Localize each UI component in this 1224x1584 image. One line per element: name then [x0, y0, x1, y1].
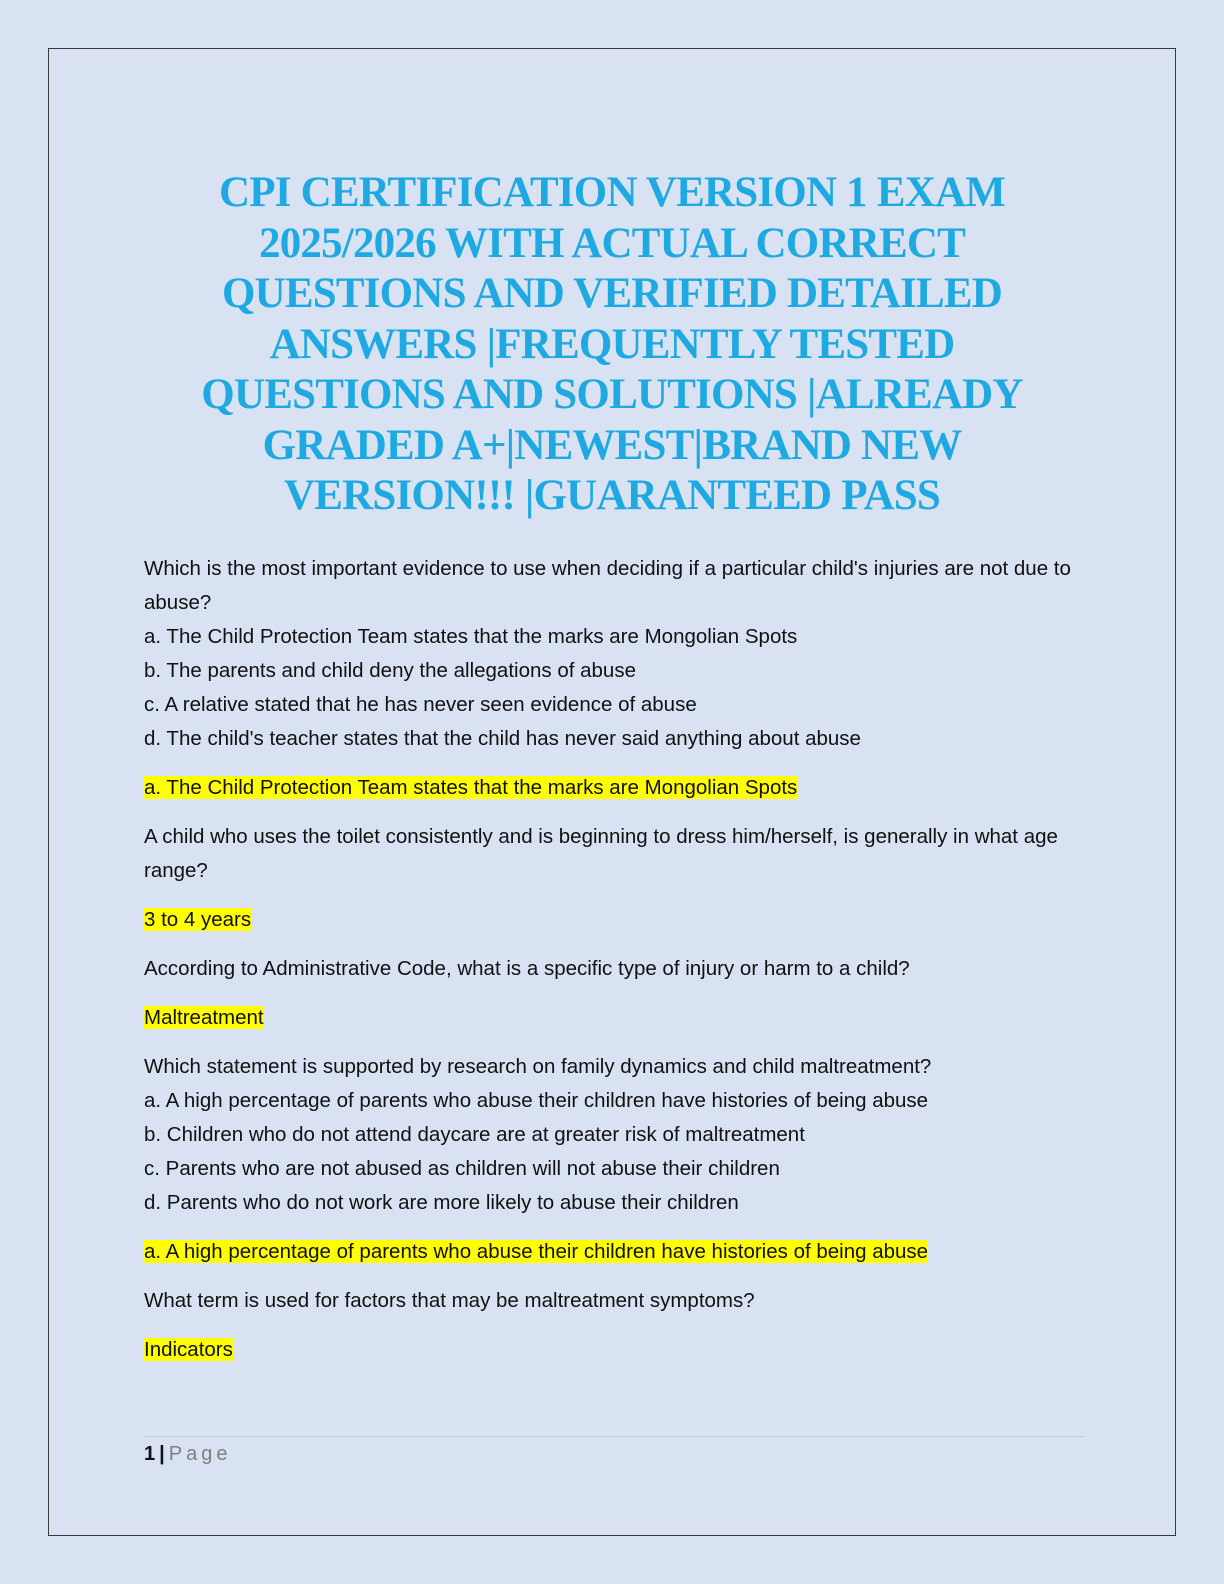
question-block	[144, 552, 1084, 756]
question-block	[144, 820, 1084, 888]
question-text: A child who uses the toilet consistently and is beginning to dress him/herself, is generally in what age range?	[144, 825, 1058, 882]
highlighted-answer: a. A high percentage of parents who abuse their children have histories of being abuse	[144, 1240, 929, 1263]
footer-divider	[144, 1436, 1084, 1437]
answer-option: c. Parents who are not abused as children will not abuse their children	[144, 1157, 780, 1180]
question-text: Which statement is supported by research on family dynamics and child maltreatment?	[144, 1055, 932, 1078]
answer-option: d. The child's teacher states that the child has never said anything about abuse	[144, 727, 861, 750]
highlighted-answer: Maltreatment	[144, 1006, 264, 1029]
answer-option: d. Parents who do not work are more likely to abuse their children	[144, 1191, 739, 1214]
answer-option: a. The Child Protection Team states that the marks are Mongolian Spots	[144, 625, 798, 648]
question-text: What term is used for factors that may be maltreatment symptoms?	[144, 1289, 755, 1312]
page-footer	[144, 1442, 231, 1466]
answer-block	[144, 1333, 1084, 1367]
document-title: CPI CERTIFICATION VERSION 1 EXAM 2025/2026 WITH ACTUAL CORRECT QUESTIONS AND VERIFIED DETAILED ANSWERS |FREQUENTLY TESTED QUESTIONS AND SOLUTIONS |ALREADY GRADED A+|NEWEST|BRAND NEW VERSION!!! |GUARANTEED PASS	[201, 169, 1023, 519]
answer-option: b. The parents and child deny the allegations of abuse	[144, 659, 636, 682]
answer-option: c. A relative stated that he has never seen evidence of abuse	[144, 693, 697, 716]
question-block	[144, 1284, 1084, 1318]
question-block	[144, 952, 1084, 986]
page-number: 1	[144, 1443, 156, 1465]
footer-separator: |	[159, 1443, 165, 1465]
highlighted-answer: a. The Child Protection Team states that the marks are Mongolian Spots	[144, 776, 798, 799]
highlighted-answer: Indicators	[144, 1338, 233, 1361]
answer-block	[144, 771, 1084, 805]
highlighted-answer: 3 to 4 years	[144, 908, 252, 931]
question-block	[144, 1050, 1084, 1220]
answer-option: b. Children who do not attend daycare are at greater risk of maltreatment	[144, 1123, 805, 1146]
answer-block	[144, 1001, 1084, 1035]
qa-content	[144, 552, 1084, 1382]
question-text: According to Administrative Code, what is a specific type of injury or harm to a child?	[144, 957, 910, 980]
question-text: Which is the most important evidence to use when deciding if a particular child's injuries are not due to abuse?	[144, 557, 1071, 614]
page-label: Page	[168, 1443, 232, 1465]
answer-block	[144, 1235, 1084, 1269]
answer-block	[144, 903, 1084, 937]
answer-option: a. A high percentage of parents who abuse their children have histories of being abuse	[144, 1089, 929, 1112]
